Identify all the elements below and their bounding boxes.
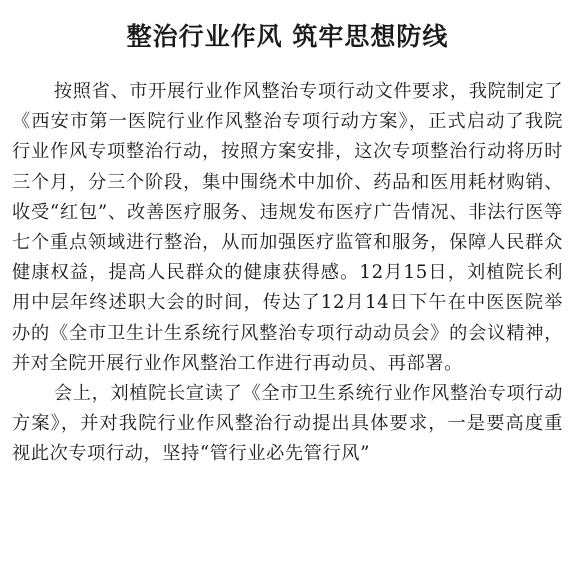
article-title: 整治行业作风 筑牢思想防线 xyxy=(126,22,449,51)
article-body xyxy=(12,77,563,470)
article-paragraph-1: 按照省、市开展行业作风整治专项行动文件要求，我院制定了《西安市第一医院行业作风整治专项行动方案》，正式启动了我院行业作风专项整治行动，按照方案安排，这次专项整治行动将历时三个月，分三个阶段，集中围绕术中加价、药品和医用耗材购销、收受“红包”、改善医疗服务、违规发布医疗广告情况、非法行医等七个重点领域进行整治，从而加强医疗监管和服务，保障人民群众健康权益，提高人民群众的健康获得感。12月15日，刘植院长利用中层年终述职大会的时间，传达了12月14日下午在中医医院举办的《全市卫生计生系统行风整治专项行动动员会》的会议精神，并对全院开展行业作风整治工作进行再动员、再部署。 xyxy=(12,81,563,374)
article-paragraph-2: 会上，刘植院长宣读了《全市卫生系统行业作风整治专项行动方案》，并对我院行业作风整治行动提出具体要求，一是要高度重视此次专项行动，坚持“管行业必先管行风” xyxy=(12,383,563,465)
